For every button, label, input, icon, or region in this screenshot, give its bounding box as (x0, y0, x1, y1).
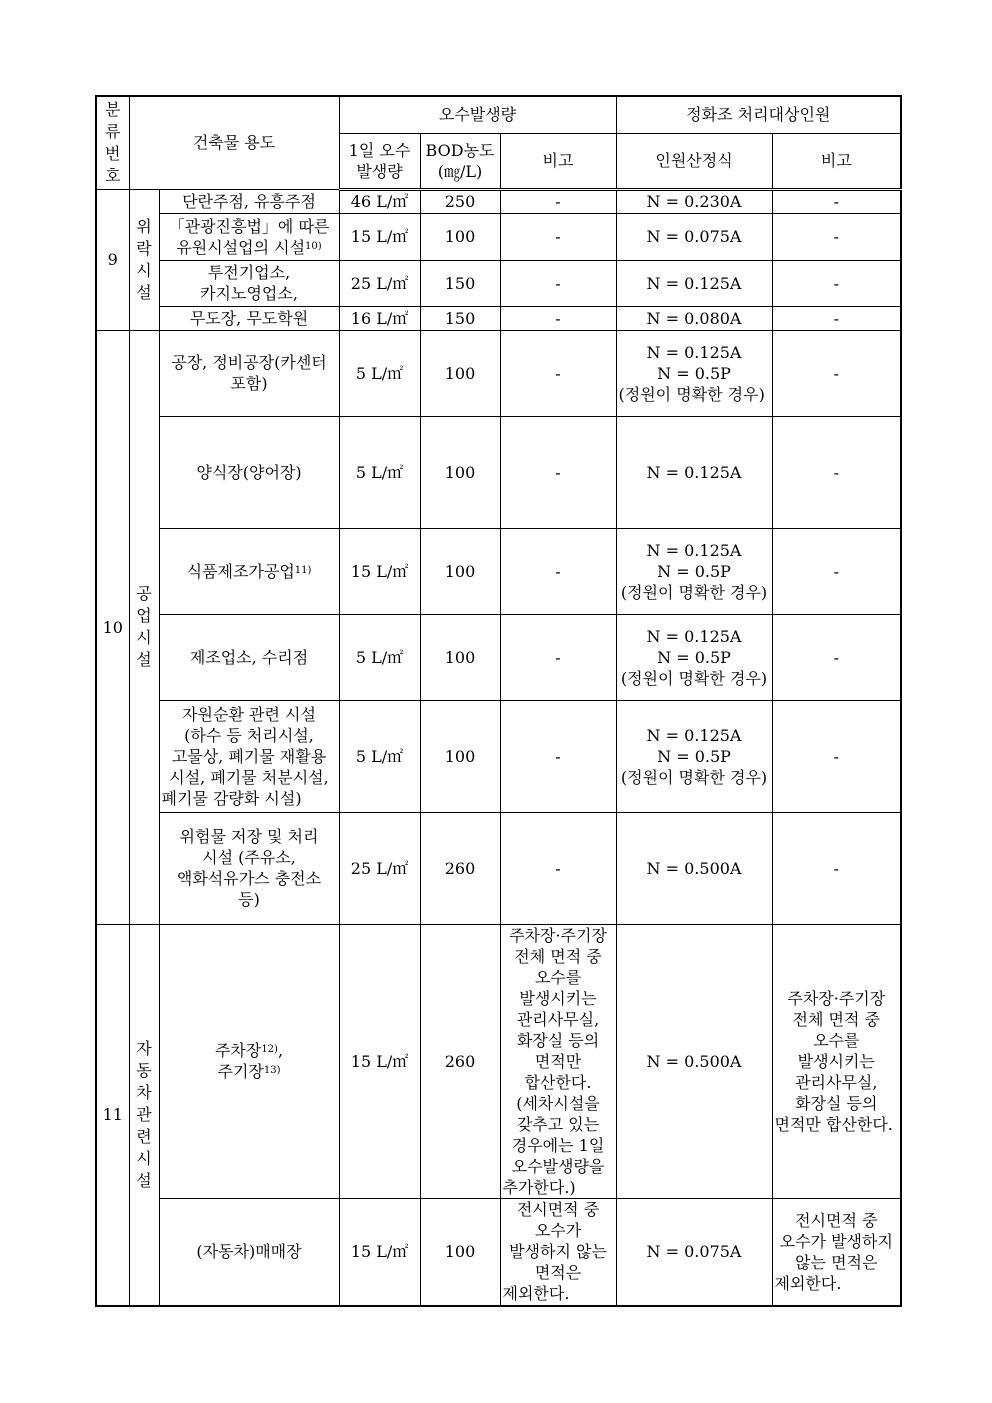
usage-cell: 단란주점, 유흥주점 (159, 189, 339, 213)
note2-cell: - (772, 812, 901, 924)
formula-cell: N = 0.230A (616, 189, 772, 213)
header-category-no-label: 분류번호 (105, 99, 121, 185)
bod-cell: 100 (420, 1198, 500, 1306)
usage-cell: 위험물 저장 및 처리 시설 (주유소, 액화석유가스 충전소 등) (159, 812, 339, 924)
table-row (96, 213, 901, 260)
daily-cell: 46 L/㎡ (339, 189, 420, 213)
bod-cell: 250 (420, 189, 500, 213)
daily-cell: 25 L/㎡ (339, 812, 420, 924)
group-number: 10 (96, 330, 129, 924)
daily-cell: 16 L/㎡ (339, 306, 420, 330)
daily-cell: 25 L/㎡ (339, 260, 420, 306)
daily-cell: 15 L/㎡ (339, 1198, 420, 1306)
usage-cell: 무도장, 무도학원 (159, 306, 339, 330)
daily-cell: 15 L/㎡ (339, 924, 420, 1198)
note2-cell: - (772, 306, 901, 330)
table-row (96, 924, 901, 1198)
note-cell: - (500, 306, 616, 330)
note-cell: 주차장·주기장 전체 면적 중 오수를 발생시키는 관리사무실, 화장실 등의 면적만 합산한다. (세차시설을 갖추고 있는 경우에는 1일 오수발생량을 추가한다.) (500, 924, 616, 1198)
note-cell: - (500, 189, 616, 213)
daily-cell: 5 L/㎡ (339, 330, 420, 416)
usage-cell: 양식장(양어장) (159, 416, 339, 528)
table-row (96, 189, 901, 213)
formula-cell: N = 0.080A (616, 306, 772, 330)
footnote-mark: 11) (294, 564, 312, 576)
note-cell: - (500, 330, 616, 416)
header-usage: 건축물 용도 (129, 96, 339, 189)
daily-cell: 5 L/㎡ (339, 614, 420, 700)
group-number: 9 (96, 189, 129, 330)
header-septic: 정화조 처리대상인원 (616, 96, 901, 133)
bod-cell: 100 (420, 330, 500, 416)
group-name: 위락시설 (129, 189, 159, 330)
header-daily: 1일 오수 발생량 (339, 133, 420, 189)
formula-cell: N = 0.125A N = 0.5P (정원이 명확한 경우) (616, 330, 772, 416)
note2-cell: - (772, 416, 901, 528)
note2-cell: 전시면적 중 오수가 발생하지 않는 면적은 제외한다. (772, 1198, 901, 1306)
note2-cell: - (772, 260, 901, 306)
group-name: 공업시설 (129, 330, 159, 924)
formula-cell: N = 0.125A N = 0.5P (정원이 명확한 경우) (616, 528, 772, 614)
table-row (96, 306, 901, 330)
formula-cell: N = 0.125A (616, 260, 772, 306)
daily-cell: 15 L/㎡ (339, 213, 420, 260)
formula-cell: N = 0.500A (616, 924, 772, 1198)
header-note2: 비고 (772, 133, 901, 189)
formula-cell: N = 0.125A N = 0.5P (정원이 명확한 경우) (616, 700, 772, 812)
daily-cell: 5 L/㎡ (339, 416, 420, 528)
note-cell: - (500, 700, 616, 812)
bod-cell: 100 (420, 614, 500, 700)
footnote-mark: 13) (263, 1065, 281, 1076)
usage-cell: 공장, 정비공장(카센터 포함) (159, 330, 339, 416)
table-row (96, 812, 901, 924)
usage-cell: 「관광진흥법」에 따른 유원시설업의 시설$^{10)}$ (159, 213, 339, 260)
note-cell: - (500, 528, 616, 614)
usage-cell: 식품제조가공업$^{11)}$ (159, 528, 339, 614)
usage-cell: 주차장$^{12)}$, 주기장$^{13)}$ (159, 924, 339, 1198)
note-cell: - (500, 213, 616, 260)
table-row (96, 330, 901, 416)
note2-cell: - (772, 614, 901, 700)
footnote-mark: 10) (305, 240, 322, 252)
usage-cell: 자원순환 관련 시설 (하수 등 처리시설, 고물상, 폐기물 재활용 시설, 폐기물 처분시설, 폐기물 감량화 시설) (159, 700, 339, 812)
header-formula: 인원산정식 (616, 133, 772, 189)
bod-cell: 100 (420, 528, 500, 614)
header-bod: BOD농도 (㎎/L) (420, 133, 500, 189)
daily-cell: 5 L/㎡ (339, 700, 420, 812)
table-row (96, 614, 901, 700)
table-row (96, 416, 901, 528)
footnote-mark: 12) (261, 1044, 278, 1055)
note-cell: - (500, 416, 616, 528)
group-number: 11 (96, 924, 129, 1306)
note-cell: 전시면적 중 오수가 발생하지 않는 면적은 제외한다. (500, 1198, 616, 1306)
note2-cell: - (772, 189, 901, 213)
note2-cell: 주차장·주기장 전체 면적 중 오수를 발생시키는 관리사무실, 화장실 등의 면적만 합산한다. (772, 924, 901, 1198)
header-sewage: 오수발생량 (339, 96, 616, 133)
daily-cell: 15 L/㎡ (339, 528, 420, 614)
note-cell: - (500, 614, 616, 700)
note2-cell: - (772, 213, 901, 260)
bod-cell: 100 (420, 213, 500, 260)
table-row (96, 700, 901, 812)
formula-cell: N = 0.125A N = 0.5P (정원이 명확한 경우) (616, 614, 772, 700)
table-row (96, 1198, 901, 1306)
bod-cell: 260 (420, 924, 500, 1198)
formula-cell: N = 0.500A (616, 812, 772, 924)
bod-cell: 260 (420, 812, 500, 924)
note-cell: - (500, 812, 616, 924)
usage-cell: 제조업소, 수리점 (159, 614, 339, 700)
table-row (96, 260, 901, 306)
formula-cell: N = 0.075A (616, 1198, 772, 1306)
formula-cell: N = 0.125A (616, 416, 772, 528)
usage-cell: 투전기업소, 카지노영업소, (159, 260, 339, 306)
group-name: 자동차관련시설 (129, 924, 159, 1306)
note2-cell: - (772, 330, 901, 416)
header-note: 비고 (500, 133, 616, 189)
table-row (96, 528, 901, 614)
sewage-standard-table (95, 95, 902, 1307)
note2-cell: - (772, 528, 901, 614)
formula-cell: N = 0.075A (616, 213, 772, 260)
bod-cell: 150 (420, 306, 500, 330)
header-category-no (96, 96, 129, 189)
usage-cell: (자동차)매매장 (159, 1198, 339, 1306)
bod-cell: 100 (420, 700, 500, 812)
note2-cell: - (772, 700, 901, 812)
bod-cell: 100 (420, 416, 500, 528)
note-cell: - (500, 260, 616, 306)
bod-cell: 150 (420, 260, 500, 306)
